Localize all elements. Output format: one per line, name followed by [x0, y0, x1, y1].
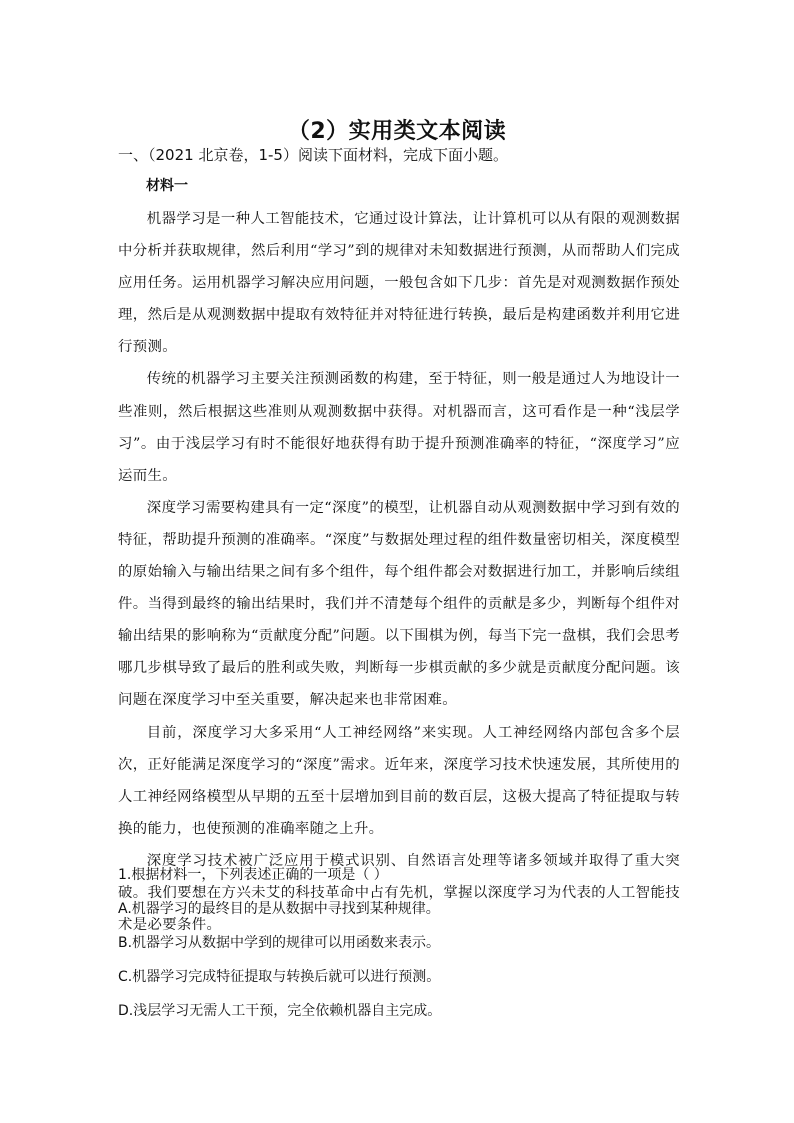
material-label: 材料一 — [146, 178, 188, 194]
document-title: （2）实用类文本阅读 — [287, 118, 507, 144]
reading-instruction: 一、（2021 北京卷，1-5）阅读下面材料，完成下面小题。 — [118, 146, 508, 164]
material-paragraph: 机器学习是一种人工智能技术，它通过设计算法，让计算机可以从有限的观测数据中分析并获取规律，然后利用“学习”到的规律对未知数据进行预测，从而帮助人们完成应用任务。运用机器学习解决应用问题，一般包含如下几步：首先是对观测数据作预处理，然后是从观测数据中提取有效特征并对特征进行转换，最后是构建函数并利用它进行预测。 — [118, 211, 680, 356]
answer-option-d: D.浅层学习无需人工干预，完全依赖机器自主完成。 — [118, 1003, 442, 1019]
question-stem: 1.根据材料一，下列表述正确的一项是（ ） — [118, 867, 388, 883]
material-paragraph: 目前，深度学习大多采用“人工神经网络”来实现。人工神经网络内部包含多个层次，正好能满足深度学习的“深度”需求。近年来，深度学习技术快速发展，其所使用的人工神经网络模型从早期的五至十层增加到目前的数百层，这极大提高了特征提取与转换的能力，也使预测的准确率随之上升。 — [118, 724, 680, 837]
material-paragraph: 传统的机器学习主要关注预测函数的构建，至于特征，则一般是通过人为地设计一些准则，然后根据这些准则从观测数据中获得。对机器而言，这可看作是一种“浅层学习”。由于浅层学习有时不能很好地获得有助于提升预测准确率的特征，“深度学习”应运而生。 — [118, 371, 680, 484]
material-text — [118, 203, 680, 941]
answer-option-b: B.机器学习从数据中学到的规律可以用函数来表示。 — [118, 935, 441, 951]
answer-option-a: A.机器学习的最终目的是从数据中寻找到某种规律。 — [118, 901, 440, 917]
material-paragraph: 深度学习需要构建具有一定“深度”的模型，让机器自动从观测数据中学习到有效的特征，帮助提升预测的准确率。“深度”与数据处理过程的组件数量密切相关，深度模型的原始输入与输出结果之间有多个组件，每个组件都会对数据进行加工，并影响后续组件。当得到最终的输出结果时，我们并不清楚每个组件的贡献是多少，判断每个组件对输出结果的影响称为“贡献度分配”问题。以下围棋为例，每当下完一盘棋，我们会思考哪几步棋导致了最后的胜利或失败，判断每一步棋贡献的多少就是贡献度分配问题。该问题在深度学习中至关重要，解决起来也非常困难。 — [118, 499, 680, 709]
material-paragraph: 深度学习技术被广泛应用于模式识别、自然语言处理等诸多领域并取得了重大突破。我们要想在方兴未艾的科技革命中占有先机，掌握以深度学习为代表的人工智能技术是必要条件。 — [118, 852, 680, 934]
question-block — [118, 858, 688, 1028]
answer-option-c: C.机器学习完成特征提取与转换后就可以进行预测。 — [118, 969, 441, 985]
